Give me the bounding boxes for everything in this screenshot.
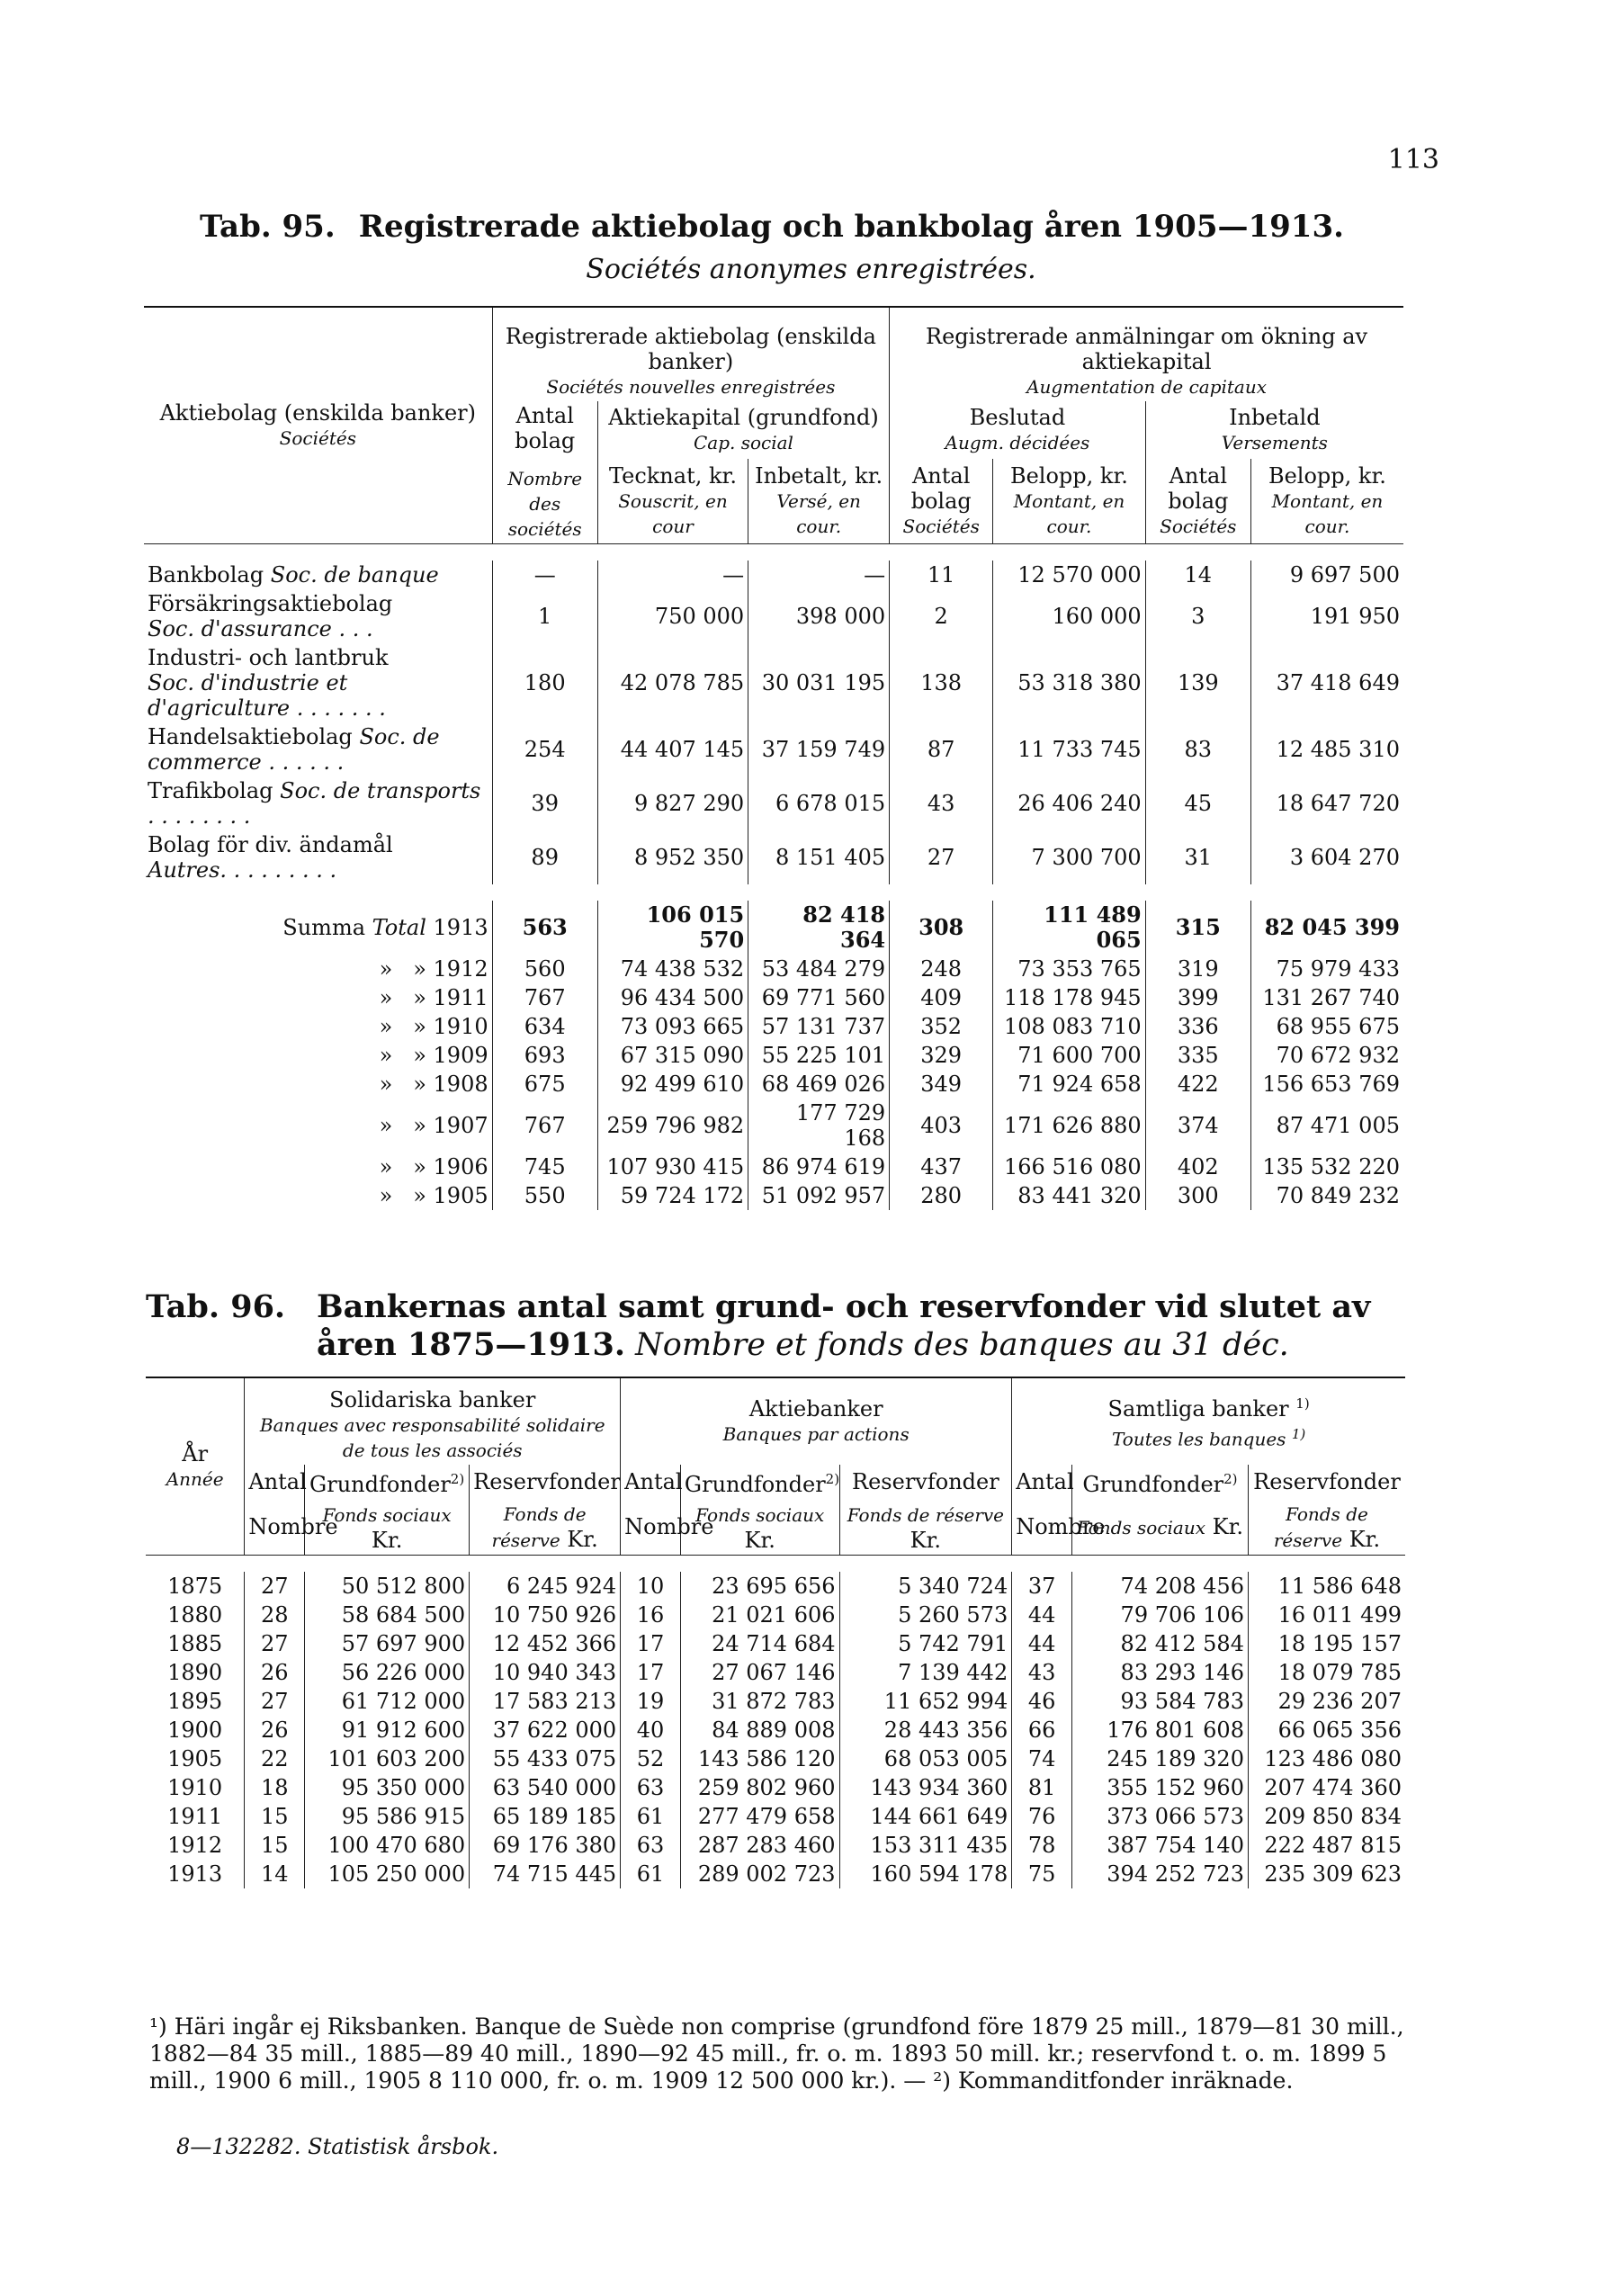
cell-g3: 74 208 456 (1071, 1572, 1248, 1601)
cell-r2: 11 652 994 (839, 1687, 1012, 1716)
table-row (146, 1572, 1405, 1601)
table-row (146, 1802, 1405, 1831)
cell-g3: 93 584 783 (1071, 1687, 1248, 1716)
cell-g3: 394 252 723 (1071, 1860, 1248, 1888)
t96-header-antal2: Antal (621, 1465, 681, 1499)
cell-a2: 63 (621, 1773, 681, 1802)
table-row (146, 1860, 1405, 1888)
cell-r1: 74 715 445 (470, 1860, 621, 1888)
cell-g2: 31 872 783 (680, 1687, 839, 1716)
t96-header-res3: Reservfonder (1248, 1465, 1405, 1499)
cell-r1: 10 750 926 (470, 1601, 621, 1629)
cell-r1: 65 189 185 (470, 1802, 621, 1831)
cell-g3: 83 293 146 (1071, 1658, 1248, 1687)
t96-header-antal3-fr: Nombre (1012, 1499, 1072, 1556)
table-95-heading: Registrerade aktiebolag och bankbolag åren 1905—1913. (358, 209, 1344, 245)
table-row: » » 1909 693 67 315 090 55 225 101 329 71 600 700 335 70 672 932 (144, 1041, 1403, 1070)
table-row: » » 1912 560 74 438 532 53 484 279 248 73 353 765 319 75 979 433 (144, 955, 1403, 983)
cell-g3: 387 754 140 (1071, 1831, 1248, 1860)
cell-a1: 27 (245, 1687, 305, 1716)
cell-g1: 101 603 200 (305, 1744, 470, 1773)
cell-a1: 26 (245, 1716, 305, 1744)
cell-a3: 75 (1012, 1860, 1072, 1888)
cell-g1: 95 350 000 (305, 1773, 470, 1802)
cell-r3: 123 486 080 (1248, 1744, 1405, 1773)
cell-r3: 209 850 834 (1248, 1802, 1405, 1831)
table-row (146, 1601, 1405, 1629)
cell-g1: 100 470 680 (305, 1831, 470, 1860)
cell-y: 1895 (167, 1689, 223, 1714)
cell-g3: 373 066 573 (1071, 1802, 1248, 1831)
cell-g3: 79 706 106 (1071, 1601, 1248, 1629)
cell-a1: 18 (245, 1773, 305, 1802)
table-row: Bolag för div. ändamål Autres. . . . . . . . . 89 8 952 350 8 151 405 27 7 300 700 31 3 604 270 (144, 830, 1403, 884)
cell-a3: 37 (1012, 1572, 1072, 1601)
table-95 (144, 306, 1403, 1210)
table-96-title: Tab. 96. Bankernas antal samt grund- och reservfonder vid slutet av åren 1875—1913. Nombre et fonds des banques au 31 déc. (146, 1288, 1371, 1363)
cell-r3: 222 487 815 (1248, 1831, 1405, 1860)
cell-r1: 10 940 343 (470, 1658, 621, 1687)
cell-g2: 24 714 684 (680, 1629, 839, 1658)
table-row: » » 1905 550 59 724 172 51 092 957 280 83 441 320 300 70 849 232 (144, 1181, 1403, 1210)
cell-g1: 50 512 800 (305, 1572, 470, 1601)
cell-r2: 160 594 178 (839, 1860, 1012, 1888)
cell-y: 1900 (167, 1718, 223, 1743)
t96-header-grund1: Grundfonder$^{2)}$ (305, 1465, 470, 1499)
table-row (146, 1744, 1405, 1773)
cell-g3: 245 189 320 (1071, 1744, 1248, 1773)
table-row: » » 1907 767 259 796 982 177 729 168 403 171 626 880 374 87 471 005 (144, 1099, 1403, 1152)
t96-header-grund2-fr: Fonds sociaux Kr. (680, 1499, 839, 1556)
t95-header-col1: Aktiebolag (enskilda banker) Sociétés (159, 400, 477, 449)
cell-r1: 63 540 000 (470, 1773, 621, 1802)
table-row (146, 1629, 1405, 1658)
cell-g2: 259 802 960 (680, 1773, 839, 1802)
t95-header-inbetalt: Inbetalt, kr. Versé, en cour. (748, 459, 890, 543)
cell-a1: 27 (245, 1629, 305, 1658)
cell-a2: 63 (621, 1831, 681, 1860)
cell-y: 1913 (167, 1861, 223, 1887)
cell-r2: 5 340 724 (839, 1572, 1012, 1601)
cell-a2: 19 (621, 1687, 681, 1716)
t96-header-antal1-fr: Nombre (245, 1499, 305, 1556)
t96-header-antal1: Antal (245, 1465, 305, 1499)
t96-header-grund1-fr: Fonds sociaux Kr. (305, 1499, 470, 1556)
cell-g1: 91 912 600 (305, 1716, 470, 1744)
t96-header-res1-fr: Fonds de réserve Kr. (470, 1499, 621, 1556)
cell-a3: 81 (1012, 1773, 1072, 1802)
table-row-summa: Summa Total 1913 563 106 015 570 82 418 364 308 111 489 065 315 82 045 399 (144, 901, 1403, 955)
table-row: Trafikbolag Soc. de transports . . . . . . . . 39 9 827 290 6 678 015 43 26 406 240 45 18 647 720 (144, 776, 1403, 830)
table-96 (146, 1377, 1405, 1888)
cell-y: 1910 (167, 1775, 223, 1800)
cell-r1: 55 433 075 (470, 1744, 621, 1773)
cell-y: 1912 (167, 1833, 223, 1858)
cell-g3: 82 412 584 (1071, 1629, 1248, 1658)
table-row (146, 1658, 1405, 1687)
table-row (146, 1687, 1405, 1716)
t95-header-belopp1: Belopp, kr. Montant, en cour. (993, 459, 1145, 543)
cell-r3: 29 236 207 (1248, 1687, 1405, 1716)
table-row (146, 1716, 1405, 1744)
t96-header-solidariska: Solidariska banker Banques avec responsabilité solidaire de tous les associés (245, 1377, 621, 1465)
cell-a3: 76 (1012, 1802, 1072, 1831)
cell-r1: 12 452 366 (470, 1629, 621, 1658)
t96-header-grund3-fr: Fonds sociaux Kr. (1071, 1499, 1248, 1556)
signature: 8—132282. Statistisk årsbok. (176, 2134, 499, 2159)
cell-g1: 105 250 000 (305, 1860, 470, 1888)
cell-g2: 287 283 460 (680, 1831, 839, 1860)
cell-a2: 52 (621, 1744, 681, 1773)
cell-g1: 57 697 900 (305, 1629, 470, 1658)
cell-g2: 143 586 120 (680, 1744, 839, 1773)
t96-header-res3-fr: Fonds de réserve Kr. (1248, 1499, 1405, 1556)
cell-a3: 44 (1012, 1601, 1072, 1629)
cell-y: 1911 (167, 1804, 223, 1829)
t95-header-group1: Registrerade aktiebolag (enskilda banker) Sociétés nouvelles enregistrées (492, 307, 890, 401)
table-96-label: Tab. 96. (146, 1288, 286, 1325)
cell-y: 1905 (167, 1746, 223, 1771)
cell-a1: 26 (245, 1658, 305, 1687)
cell-a3: 46 (1012, 1687, 1072, 1716)
t96-header-antal2-fr: Nombre (621, 1499, 681, 1556)
cell-g3: 355 152 960 (1071, 1773, 1248, 1802)
cell-g2: 84 889 008 (680, 1716, 839, 1744)
cell-a3: 43 (1012, 1658, 1072, 1687)
cell-a2: 17 (621, 1629, 681, 1658)
cell-a2: 61 (621, 1802, 681, 1831)
cell-g2: 277 479 658 (680, 1802, 839, 1831)
cell-a2: 16 (621, 1601, 681, 1629)
cell-r2: 5 260 573 (839, 1601, 1012, 1629)
t95-header-aktiekapital: Aktiekapital (grundfond) Cap. social (597, 401, 889, 459)
cell-y: 1890 (167, 1660, 223, 1685)
cell-r3: 66 065 356 (1248, 1716, 1405, 1744)
t95-header-tecknat: Tecknat, kr. Souscrit, en cour (597, 459, 748, 543)
cell-a1: 15 (245, 1831, 305, 1860)
cell-r2: 143 934 360 (839, 1773, 1012, 1802)
cell-r3: 18 079 785 (1248, 1658, 1405, 1687)
table-row: Bankbolag Soc. de banque — — — 11 12 570 000 14 9 697 500 (144, 561, 1403, 589)
cell-r2: 5 742 791 (839, 1629, 1012, 1658)
cell-a2: 17 (621, 1658, 681, 1687)
table-row: » » 1910 634 73 093 665 57 131 737 352 108 083 710 336 68 955 675 (144, 1012, 1403, 1041)
cell-r2: 153 311 435 (839, 1831, 1012, 1860)
cell-r2: 144 661 649 (839, 1802, 1012, 1831)
cell-g2: 27 067 146 (680, 1658, 839, 1687)
cell-r3: 207 474 360 (1248, 1773, 1405, 1802)
table-row: Försäkringsaktiebolag Soc. d'assurance . . . 1 750 000 398 000 2 160 000 3 191 950 (144, 589, 1403, 643)
cell-g3: 176 801 608 (1071, 1716, 1248, 1744)
t96-header-res1: Reservfonder (470, 1465, 621, 1499)
cell-g2: 23 695 656 (680, 1572, 839, 1601)
cell-a1: 14 (245, 1860, 305, 1888)
cell-g1: 56 226 000 (305, 1658, 470, 1687)
table-row: Industri- och lantbruk Soc. d'industrie et d'agriculture . . . . . . . 180 42 078 785 30 031 195 138 53 318 380 139 37 418 649 (144, 643, 1403, 722)
table-row (146, 1773, 1405, 1802)
cell-g1: 95 586 915 (305, 1802, 470, 1831)
t95-header-antal2: Antal bolag Sociétés (890, 459, 993, 543)
cell-a2: 10 (621, 1572, 681, 1601)
table-row: » » 1911 767 96 434 500 69 771 560 409 118 178 945 399 131 267 740 (144, 983, 1403, 1012)
table-row: » » 1906 745 107 930 415 86 974 619 437 166 516 080 402 135 532 220 (144, 1152, 1403, 1181)
t96-header-res2: Reservfonder (839, 1465, 1012, 1499)
table-96-heading: Bankernas antal samt grund- och reservfonder vid slutet av (317, 1288, 1371, 1325)
cell-g2: 289 002 723 (680, 1860, 839, 1888)
cell-r2: 68 053 005 (839, 1744, 1012, 1773)
cell-a1: 28 (245, 1601, 305, 1629)
table-95-subtitle: Sociétés anonymes enregistrées. (586, 254, 1036, 285)
cell-r1: 17 583 213 (470, 1687, 621, 1716)
cell-a3: 78 (1012, 1831, 1072, 1860)
t96-header-grund2: Grundfonder$^{2)}$ (680, 1465, 839, 1499)
cell-r2: 7 139 442 (839, 1658, 1012, 1687)
cell-a1: 27 (245, 1572, 305, 1601)
cell-r3: 11 586 648 (1248, 1572, 1405, 1601)
table-95-label: Tab. 95. (200, 209, 336, 245)
cell-g1: 61 712 000 (305, 1687, 470, 1716)
t95-header-antal: Antal bolag Nombre des sociétés (492, 401, 597, 544)
t96-header-antal3: Antal (1012, 1465, 1072, 1499)
t96-header-res2-fr: Fonds de réserve Kr. (839, 1499, 1012, 1556)
cell-y: 1880 (167, 1602, 223, 1628)
t95-header-group2: Registrerade anmälningar om ökning av aktiekapital Augmentation de capitaux (890, 307, 1403, 401)
cell-r3: 16 011 499 (1248, 1601, 1405, 1629)
footnote: ¹) Häri ingår ej Riksbanken. Banque de Suède non comprise (grundfond före 1879 25 mill., 1879—81 30 mill., 1882—84 35 mill., 1885—89 40 mill., 1890—92 45 mill., fr. o. m. 1893 50 mill. kr.; reservfond t. o. m. 1899 5 mill., 1900 6 mill., 1905 8 110 000, fr. o. m. 1909 12 500 000 kr.). — ²) Kommanditfonder inräknade. (149, 2013, 1404, 2094)
table-row (146, 1831, 1405, 1860)
t96-header-samtliga: Samtliga banker $^{1)}$ Toutes les banques $^{1)}$ (1012, 1377, 1405, 1465)
t96-header-aktiebanker: Aktiebanker Banques par actions (621, 1377, 1012, 1465)
cell-a1: 15 (245, 1802, 305, 1831)
t95-header-beslutad: Beslutad Augm. décidées (890, 401, 1146, 459)
cell-r1: 6 245 924 (470, 1572, 621, 1601)
table-95-title (200, 209, 1344, 245)
cell-a2: 61 (621, 1860, 681, 1888)
cell-a2: 40 (621, 1716, 681, 1744)
cell-g2: 21 021 606 (680, 1601, 839, 1629)
cell-r3: 235 309 623 (1248, 1860, 1405, 1888)
table-row: Handelsaktiebolag Soc. de commerce . . . . . . 254 44 407 145 37 159 749 87 11 733 745 83 12 485 310 (144, 722, 1403, 776)
cell-y: 1885 (167, 1631, 223, 1656)
t96-header-ar: År Année (166, 1441, 224, 1490)
cell-a1: 22 (245, 1744, 305, 1773)
table-row: » » 1908 675 92 499 610 68 469 026 349 71 924 658 422 156 653 769 (144, 1070, 1403, 1099)
cell-a3: 44 (1012, 1629, 1072, 1658)
cell-a3: 74 (1012, 1744, 1072, 1773)
t96-header-grund3: Grundfonder$^{2)}$ (1071, 1465, 1248, 1499)
t95-header-belopp2: Belopp, kr. Montant, en cour. (1250, 459, 1403, 543)
cell-r2: 28 443 356 (839, 1716, 1012, 1744)
t95-header-antal3: Antal bolag Sociétés (1145, 459, 1250, 543)
cell-r3: 18 195 157 (1248, 1629, 1405, 1658)
cell-g1: 58 684 500 (305, 1601, 470, 1629)
cell-r1: 69 176 380 (470, 1831, 621, 1860)
cell-a3: 66 (1012, 1716, 1072, 1744)
cell-r1: 37 622 000 (470, 1716, 621, 1744)
page-number: 113 (1387, 144, 1439, 175)
t95-header-inbetald: Inbetald Versements (1145, 401, 1403, 459)
cell-y: 1875 (167, 1574, 223, 1599)
